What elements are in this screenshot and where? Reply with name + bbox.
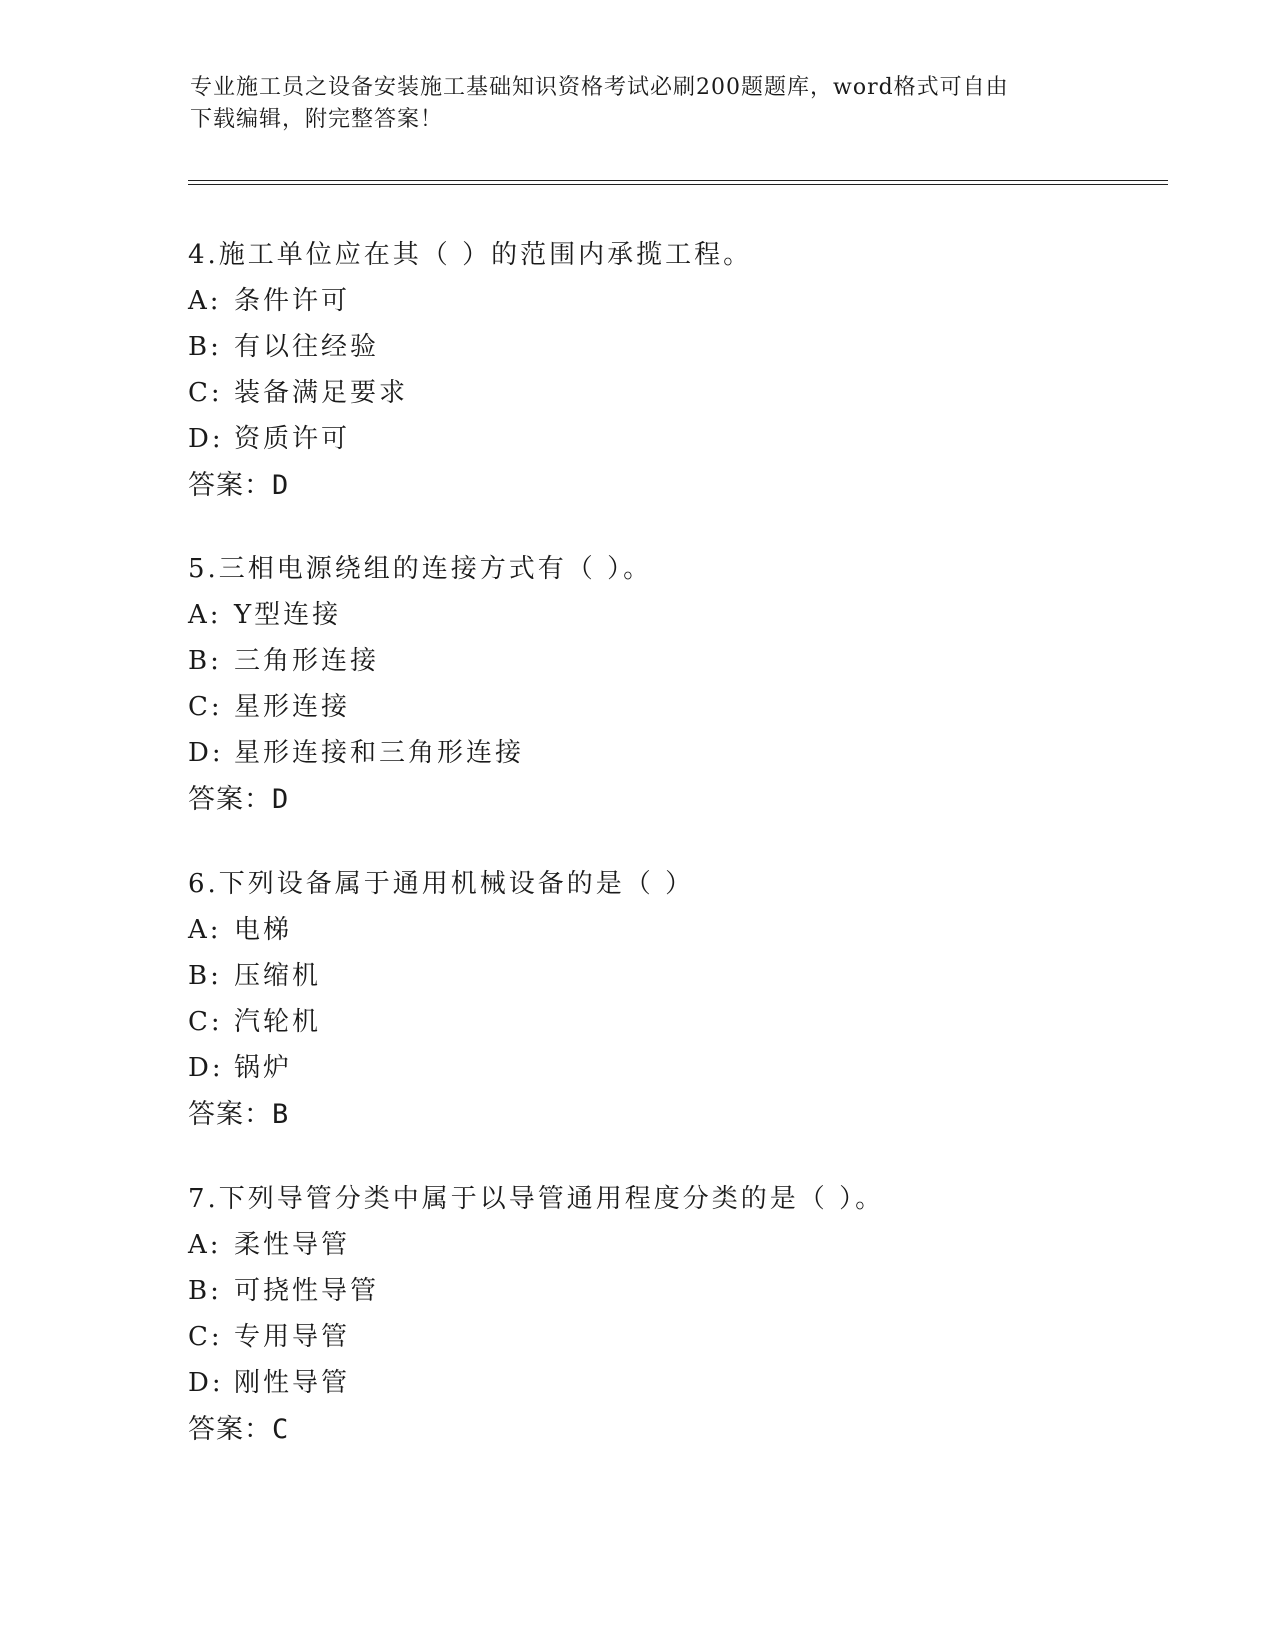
option-key: D: bbox=[188, 424, 224, 454]
answer-label: 答案： bbox=[188, 470, 272, 500]
question-block bbox=[188, 1176, 1188, 1452]
option-text: 汽轮机 bbox=[234, 1007, 322, 1037]
question-block bbox=[188, 546, 1188, 822]
option-key: C: bbox=[188, 1322, 223, 1352]
option-c bbox=[188, 370, 1188, 416]
option-key: B: bbox=[188, 1276, 222, 1306]
header-divider-top bbox=[188, 180, 1168, 181]
answer-value: D bbox=[272, 784, 290, 815]
option-text: 装备满足要求 bbox=[234, 378, 409, 408]
option-text: 资质许可 bbox=[234, 424, 351, 454]
option-a bbox=[188, 1222, 1188, 1268]
option-d bbox=[188, 730, 1188, 776]
option-a bbox=[188, 278, 1188, 324]
option-key: A: bbox=[188, 1230, 222, 1260]
option-text: 三角形连接 bbox=[234, 646, 380, 676]
option-d bbox=[188, 1360, 1188, 1406]
option-text: 刚性导管 bbox=[234, 1368, 351, 1398]
option-key: A: bbox=[188, 286, 222, 316]
question-block bbox=[188, 232, 1188, 508]
answer-label: 答案： bbox=[188, 1414, 272, 1444]
document-header bbox=[190, 72, 1090, 136]
option-c bbox=[188, 999, 1188, 1045]
question-stem: 6.下列设备属于通用机械设备的是（ ） bbox=[188, 869, 695, 899]
option-key: C: bbox=[188, 1007, 223, 1037]
option-a bbox=[188, 592, 1188, 638]
answer-line bbox=[188, 776, 1188, 822]
option-a bbox=[188, 907, 1188, 953]
question-stem: 4.施工单位应在其（ ）的范围内承揽工程。 bbox=[188, 240, 753, 270]
option-key: B: bbox=[188, 332, 222, 362]
option-text: 压缩机 bbox=[234, 961, 322, 991]
option-b bbox=[188, 324, 1188, 370]
option-c bbox=[188, 1314, 1188, 1360]
question-block bbox=[188, 861, 1188, 1137]
answer-label: 答案： bbox=[188, 1099, 272, 1129]
option-text: 电梯 bbox=[234, 915, 293, 945]
option-key: A: bbox=[188, 915, 222, 945]
question-stem: 5.三相电源绕组的连接方式有（ ）。 bbox=[188, 554, 653, 584]
option-d bbox=[188, 1045, 1188, 1091]
option-text: 有以往经验 bbox=[234, 332, 380, 362]
option-key: B: bbox=[188, 961, 222, 991]
option-text: 柔性导管 bbox=[234, 1230, 351, 1260]
option-text: 星形连接和三角形连接 bbox=[234, 738, 525, 768]
header-line-2: 下载编辑，附完整答案！ bbox=[190, 107, 444, 132]
option-key: D: bbox=[188, 1368, 224, 1398]
answer-value: B bbox=[272, 1099, 290, 1130]
option-key: C: bbox=[188, 692, 223, 722]
option-text: 可挠性导管 bbox=[234, 1276, 380, 1306]
header-line-1: 专业施工员之设备安装施工基础知识资格考试必刷200题题库，word格式可自由 bbox=[190, 75, 1009, 100]
option-key: B: bbox=[188, 646, 222, 676]
answer-line bbox=[188, 1406, 1188, 1452]
answer-value: C bbox=[272, 1414, 290, 1445]
option-text: 专用导管 bbox=[234, 1322, 351, 1352]
option-key: C: bbox=[188, 378, 223, 408]
answer-value: D bbox=[272, 470, 290, 501]
answer-label: 答案： bbox=[188, 784, 272, 814]
option-key: A: bbox=[188, 600, 222, 630]
option-text: Y型连接 bbox=[234, 600, 342, 630]
option-text: 条件许可 bbox=[234, 286, 351, 316]
answer-line bbox=[188, 1091, 1188, 1137]
option-b bbox=[188, 638, 1188, 684]
option-text: 锅炉 bbox=[234, 1053, 293, 1083]
option-d bbox=[188, 416, 1188, 462]
header-divider-bottom bbox=[188, 184, 1168, 185]
option-c bbox=[188, 684, 1188, 730]
question-stem: 7.下列导管分类中属于以导管通用程度分类的是（ ）。 bbox=[188, 1184, 885, 1214]
answer-line bbox=[188, 462, 1188, 508]
option-b bbox=[188, 953, 1188, 999]
option-text: 星形连接 bbox=[234, 692, 351, 722]
option-key: D: bbox=[188, 738, 224, 768]
option-key: D: bbox=[188, 1053, 224, 1083]
option-b bbox=[188, 1268, 1188, 1314]
